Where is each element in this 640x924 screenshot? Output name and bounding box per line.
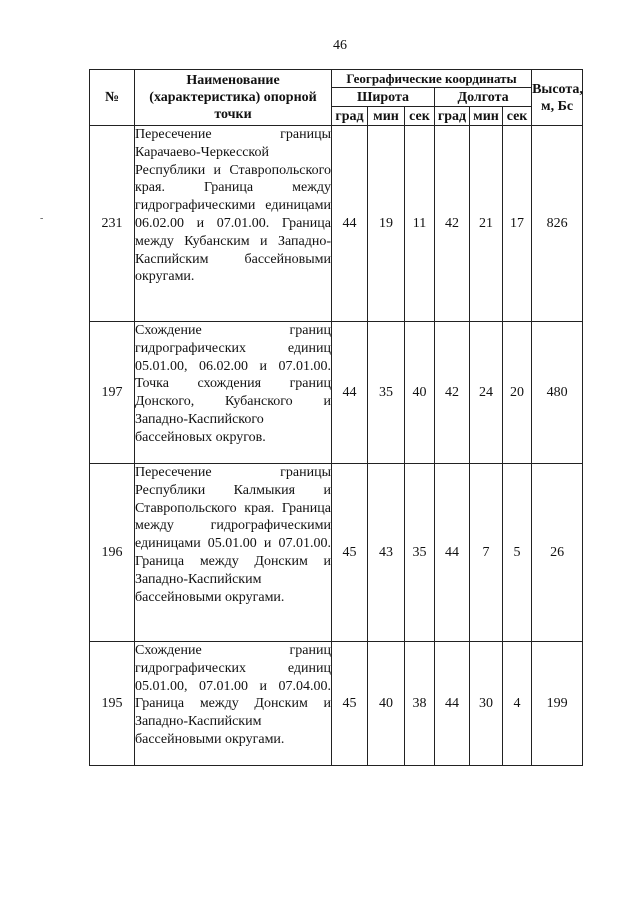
lon-min: 7 xyxy=(470,464,503,642)
lat-sec: 11 xyxy=(405,126,435,322)
header-lon-min: мин xyxy=(470,107,503,126)
header-lat-deg: град xyxy=(332,107,368,126)
lat-deg: 45 xyxy=(332,642,368,766)
lon-sec: 17 xyxy=(503,126,532,322)
reference-points-table xyxy=(89,69,583,766)
lon-sec: 20 xyxy=(503,322,532,464)
height-value: 26 xyxy=(532,464,583,642)
lon-deg: 42 xyxy=(435,126,470,322)
lon-deg: 44 xyxy=(435,642,470,766)
header-height: Высота, м, Бс xyxy=(532,70,583,126)
lon-sec: 5 xyxy=(503,464,532,642)
table-row xyxy=(90,126,583,322)
lat-deg: 45 xyxy=(332,464,368,642)
point-description: Схождение границ гидрографических единиц 05.01.00, 06.02.00 и 07.01.00. Точка схождения границ Донского, Кубанского и Западно-Каспийского бассейновых округов. xyxy=(135,322,332,464)
point-number: 231 xyxy=(90,126,135,322)
table-row xyxy=(90,464,583,642)
lat-min: 43 xyxy=(368,464,405,642)
point-description: Пересечение границы Карачаево-Черкесской Республики и Ставропольского края. Граница между гидрографическими единицами 06.02.00 и 07.01.00. Граница между Кубанским и Западно-Каспийским бассейновыми округами. xyxy=(135,126,332,322)
header-number: № xyxy=(90,70,135,126)
header-name: Наименование (характеристика) опорной точки xyxy=(135,70,332,126)
header-latitude: Широта xyxy=(332,88,435,107)
lon-deg: 44 xyxy=(435,464,470,642)
lon-min: 30 xyxy=(470,642,503,766)
lat-sec: 38 xyxy=(405,642,435,766)
header-longitude: Долгота xyxy=(435,88,532,107)
point-description: Схождение границ гидрографических единиц 05.01.00, 07.01.00 и 07.04.00. Граница между Донским и Западно-Каспийским бассейновыми округами. xyxy=(135,642,332,766)
point-number: 196 xyxy=(90,464,135,642)
header-lat-sec: сек xyxy=(405,107,435,126)
lon-sec: 4 xyxy=(503,642,532,766)
lat-deg: 44 xyxy=(332,322,368,464)
lat-min: 40 xyxy=(368,642,405,766)
lon-deg: 42 xyxy=(435,322,470,464)
page-number: 46 xyxy=(333,38,347,53)
lat-sec: 40 xyxy=(405,322,435,464)
lat-sec: 35 xyxy=(405,464,435,642)
lat-min: 35 xyxy=(368,322,405,464)
header-lon-sec: сек xyxy=(503,107,532,126)
margin-mark: - xyxy=(40,213,44,224)
height-value: 199 xyxy=(532,642,583,766)
point-number: 197 xyxy=(90,322,135,464)
lat-deg: 44 xyxy=(332,126,368,322)
header-lon-deg: град xyxy=(435,107,470,126)
lon-min: 24 xyxy=(470,322,503,464)
lon-min: 21 xyxy=(470,126,503,322)
table-row xyxy=(90,642,583,766)
height-value: 480 xyxy=(532,322,583,464)
lat-min: 19 xyxy=(368,126,405,322)
point-number: 195 xyxy=(90,642,135,766)
header-coordinates: Географические координаты xyxy=(332,70,532,88)
table-row xyxy=(90,322,583,464)
point-description: Пересечение границы Республики Калмыкия и Ставропольского края. Граница между гидрографическими единицами 05.01.00 и 07.01.00. Граница между Донским и Западно-Каспийским бассейновыми округами. xyxy=(135,464,332,642)
header-lat-min: мин xyxy=(368,107,405,126)
height-value: 826 xyxy=(532,126,583,322)
